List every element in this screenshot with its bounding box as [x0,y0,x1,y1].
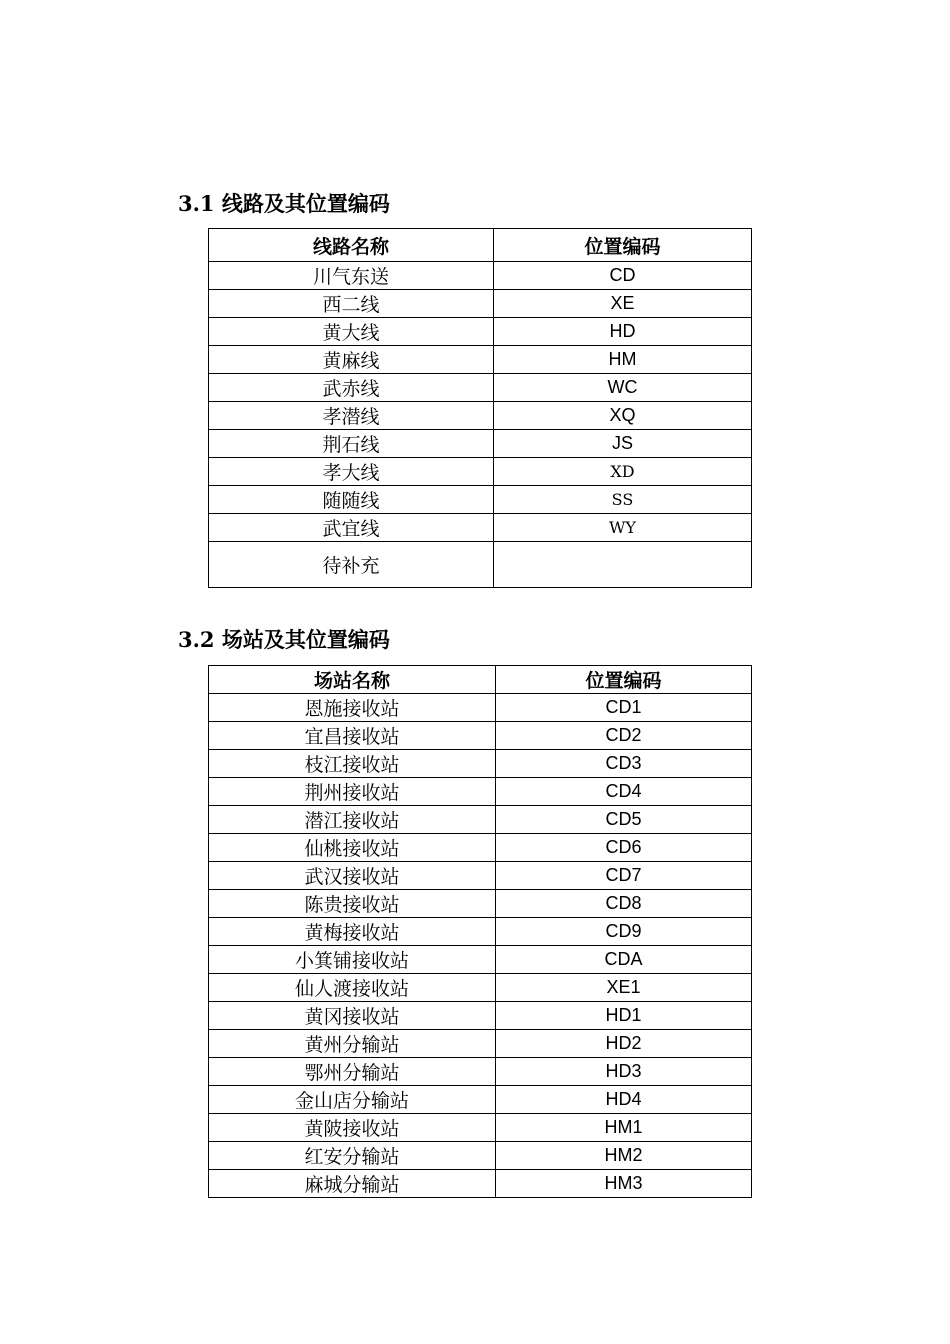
station-name: 黄梅接收站 [209,918,496,946]
table-row [209,1114,752,1142]
station-name: 宜昌接收站 [209,722,496,750]
line-name: 川气东送 [209,262,494,290]
location-code [494,542,752,588]
location-code: SS [494,486,752,514]
station-name: 黄州分输站 [209,1030,496,1058]
location-code: CD4 [496,778,752,806]
table-row [209,402,752,430]
column-header-location-code: 位置编码 [496,666,752,694]
section-heading-lines: 3.1 线路及其位置编码 [178,191,390,216]
column-header-location-code: 位置编码 [494,229,752,262]
table-row [209,750,752,778]
location-code: XE1 [496,974,752,1002]
station-name: 恩施接收站 [209,694,496,722]
table-row [209,542,752,588]
line-name: 黄麻线 [209,346,494,374]
location-code: XE [494,290,752,318]
line-name: 武赤线 [209,374,494,402]
line-name: 待补充 [209,542,494,588]
location-code: HM1 [496,1114,752,1142]
table-row [209,1142,752,1170]
location-code: XD [494,458,752,486]
line-name: 孝大线 [209,458,494,486]
station-name: 黄陂接收站 [209,1114,496,1142]
station-name: 潜江接收站 [209,806,496,834]
station-name: 仙桃接收站 [209,834,496,862]
table-row [209,890,752,918]
line-name: 黄大线 [209,318,494,346]
location-code: CD6 [496,834,752,862]
location-code: XQ [494,402,752,430]
table-row [209,1002,752,1030]
table-row [209,694,752,722]
location-code: HM [494,346,752,374]
location-code: CD9 [496,918,752,946]
table-row [209,974,752,1002]
table-row [209,834,752,862]
location-code: HD1 [496,1002,752,1030]
table-row [209,346,752,374]
table-row [209,318,752,346]
station-name: 红安分输站 [209,1142,496,1170]
table-header-row [209,666,752,694]
table-row [209,778,752,806]
station-name: 鄂州分输站 [209,1058,496,1086]
location-code: CD1 [496,694,752,722]
line-name: 随随线 [209,486,494,514]
section-heading-stations: 3.2 场站及其位置编码 [178,627,390,652]
location-code: CD [494,262,752,290]
location-code: HM3 [496,1170,752,1198]
table-header-row [209,229,752,262]
column-header-station-name: 场站名称 [209,666,496,694]
column-header-line-name: 线路名称 [209,229,494,262]
table-row [209,1170,752,1198]
table-row [209,514,752,542]
location-code: HD3 [496,1058,752,1086]
location-code: HD [494,318,752,346]
location-code: CD8 [496,890,752,918]
station-name: 小箕铺接收站 [209,946,496,974]
location-code: CDA [496,946,752,974]
location-code: CD5 [496,806,752,834]
location-code: CD7 [496,862,752,890]
table-row [209,946,752,974]
location-code: WC [494,374,752,402]
location-code: HM2 [496,1142,752,1170]
table-row [209,290,752,318]
station-name: 仙人渡接收站 [209,974,496,1002]
location-code: HD2 [496,1030,752,1058]
line-name: 孝潜线 [209,402,494,430]
line-name: 武宜线 [209,514,494,542]
location-code: JS [494,430,752,458]
location-code: WY [494,514,752,542]
station-name: 荆州接收站 [209,778,496,806]
station-name: 枝江接收站 [209,750,496,778]
table-row [209,806,752,834]
table-row [209,430,752,458]
location-code: HD4 [496,1086,752,1114]
line-name: 荆石线 [209,430,494,458]
station-name: 黄冈接收站 [209,1002,496,1030]
station-name: 金山店分输站 [209,1086,496,1114]
location-code: CD3 [496,750,752,778]
station-name: 陈贵接收站 [209,890,496,918]
table-row [209,1058,752,1086]
station-code-table [208,665,752,1198]
table-row [209,1030,752,1058]
table-row [209,262,752,290]
station-name: 武汉接收站 [209,862,496,890]
table-row [209,1086,752,1114]
line-code-table [208,228,752,588]
line-name: 西二线 [209,290,494,318]
table-row [209,486,752,514]
table-row [209,862,752,890]
location-code: CD2 [496,722,752,750]
station-name: 麻城分输站 [209,1170,496,1198]
table-row [209,918,752,946]
table-row [209,374,752,402]
table-row [209,722,752,750]
table-row [209,458,752,486]
